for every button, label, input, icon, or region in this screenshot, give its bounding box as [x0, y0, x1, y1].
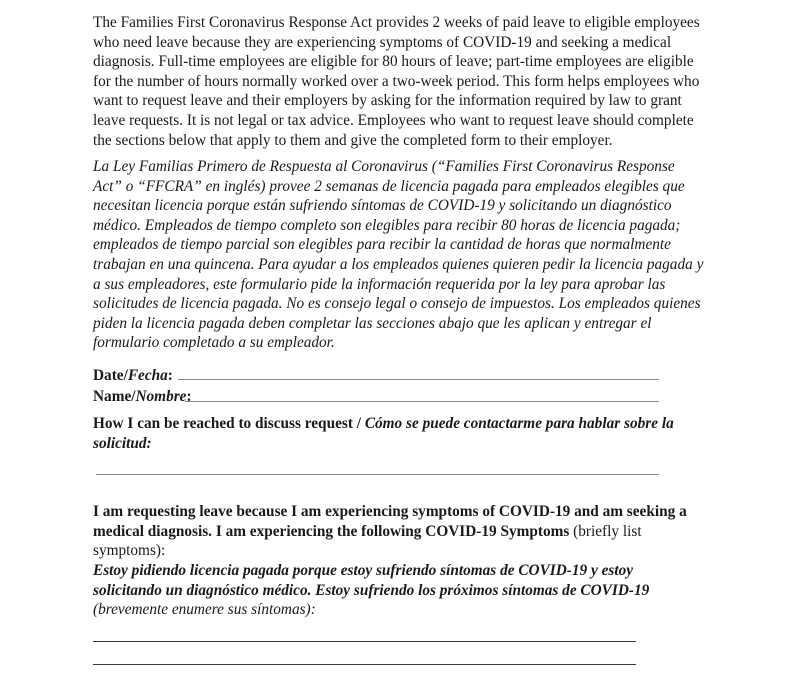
- contact-input-line[interactable]: [96, 474, 659, 475]
- symptoms-input-line-2[interactable]: [93, 664, 636, 665]
- symptoms-heading-en-bold: I am requesting leave because I am experiencing symptoms of COVID-19 and am seeking a medical diagnosis. I am experiencing the following COVID-19 Symptoms: [93, 503, 687, 540]
- contact-label-es: Cómo se puede contactarme para hablar sobre la solicitud:: [93, 415, 674, 452]
- contact-label-en: How I can be reached to discuss request /: [93, 415, 365, 432]
- date-label-en: Date/: [93, 367, 128, 384]
- date-input-line[interactable]: [178, 379, 659, 380]
- intro-paragraph-spanish: La Ley Familias Primero de Respuesta al Coronavirus (“Families First Coronavirus Response Act” o “FFCRA” en inglés) provee 2 semanas de licencia pagada para empleados elegibles que necesitan licencia porque están sufriendo síntomas de COVID-19 y solicitando un diagnóstico médico. Empleados de tiempo completo son elegibles para recibir 80 horas de licencia pagada; empleados de tiempo parcial son elegibles para recibir la cantidad de horas que normalmente trabajan en una quincena. Para ayudar a los empleados quienes quieren pedir la licencia pagada y a sus empleadores, este formulario pide la información requerida por la ley para aprobar las solicitudes de licencia pagada. No es consejo legal o consejo de impuestos. Los empleados quienes piden la licencia pagada deben completar las secciones abajo que les aplican y entregar el formulario completado a su empleador.: [93, 158, 704, 352]
- symptoms-heading-es-bold: Estoy pidiendo licencia pagada porque estoy sufriendo síntomas de COVID-19 y estoy solicitando un diagnóstico médico. Estoy sufriendo los próximos síntomas de COVID-19: [93, 562, 650, 599]
- name-label-en: Name/: [93, 388, 136, 405]
- symptoms-hint-es: (brevemente enumere sus síntomas):: [93, 601, 316, 618]
- symptoms-hint-en: (briefly list symptoms):: [93, 522, 642, 559]
- contact-field-label: [93, 414, 703, 453]
- symptoms-input-line-1[interactable]: [93, 641, 636, 642]
- date-label-colon: :: [167, 367, 173, 384]
- symptoms-heading-spanish: [93, 561, 693, 620]
- date-field-label: [93, 366, 173, 385]
- name-label-colon: :: [186, 388, 192, 405]
- name-field-label: [93, 387, 192, 406]
- name-input-line[interactable]: [185, 401, 659, 402]
- name-label-es: Nombre: [135, 388, 187, 405]
- date-label-es: Fecha: [127, 367, 168, 384]
- symptoms-heading-english: [93, 502, 693, 561]
- intro-paragraph-english: The Families First Coronavirus Response Act provides 2 weeks of paid leave to eligible employees who need leave because they are experiencing symptoms of COVID-19 and seeking a medical diagnosis. Full-time employees are eligible for 80 hours of leave; part-time employees are eligible for the number of hours normally worked over a two-week period. This form helps employees who want to request leave and their employers by asking for the information required by law to grant leave requests. It is not legal or tax advice. Employees who want to request leave should complete the sections below that apply to them and give the completed form to their employer.: [93, 14, 700, 149]
